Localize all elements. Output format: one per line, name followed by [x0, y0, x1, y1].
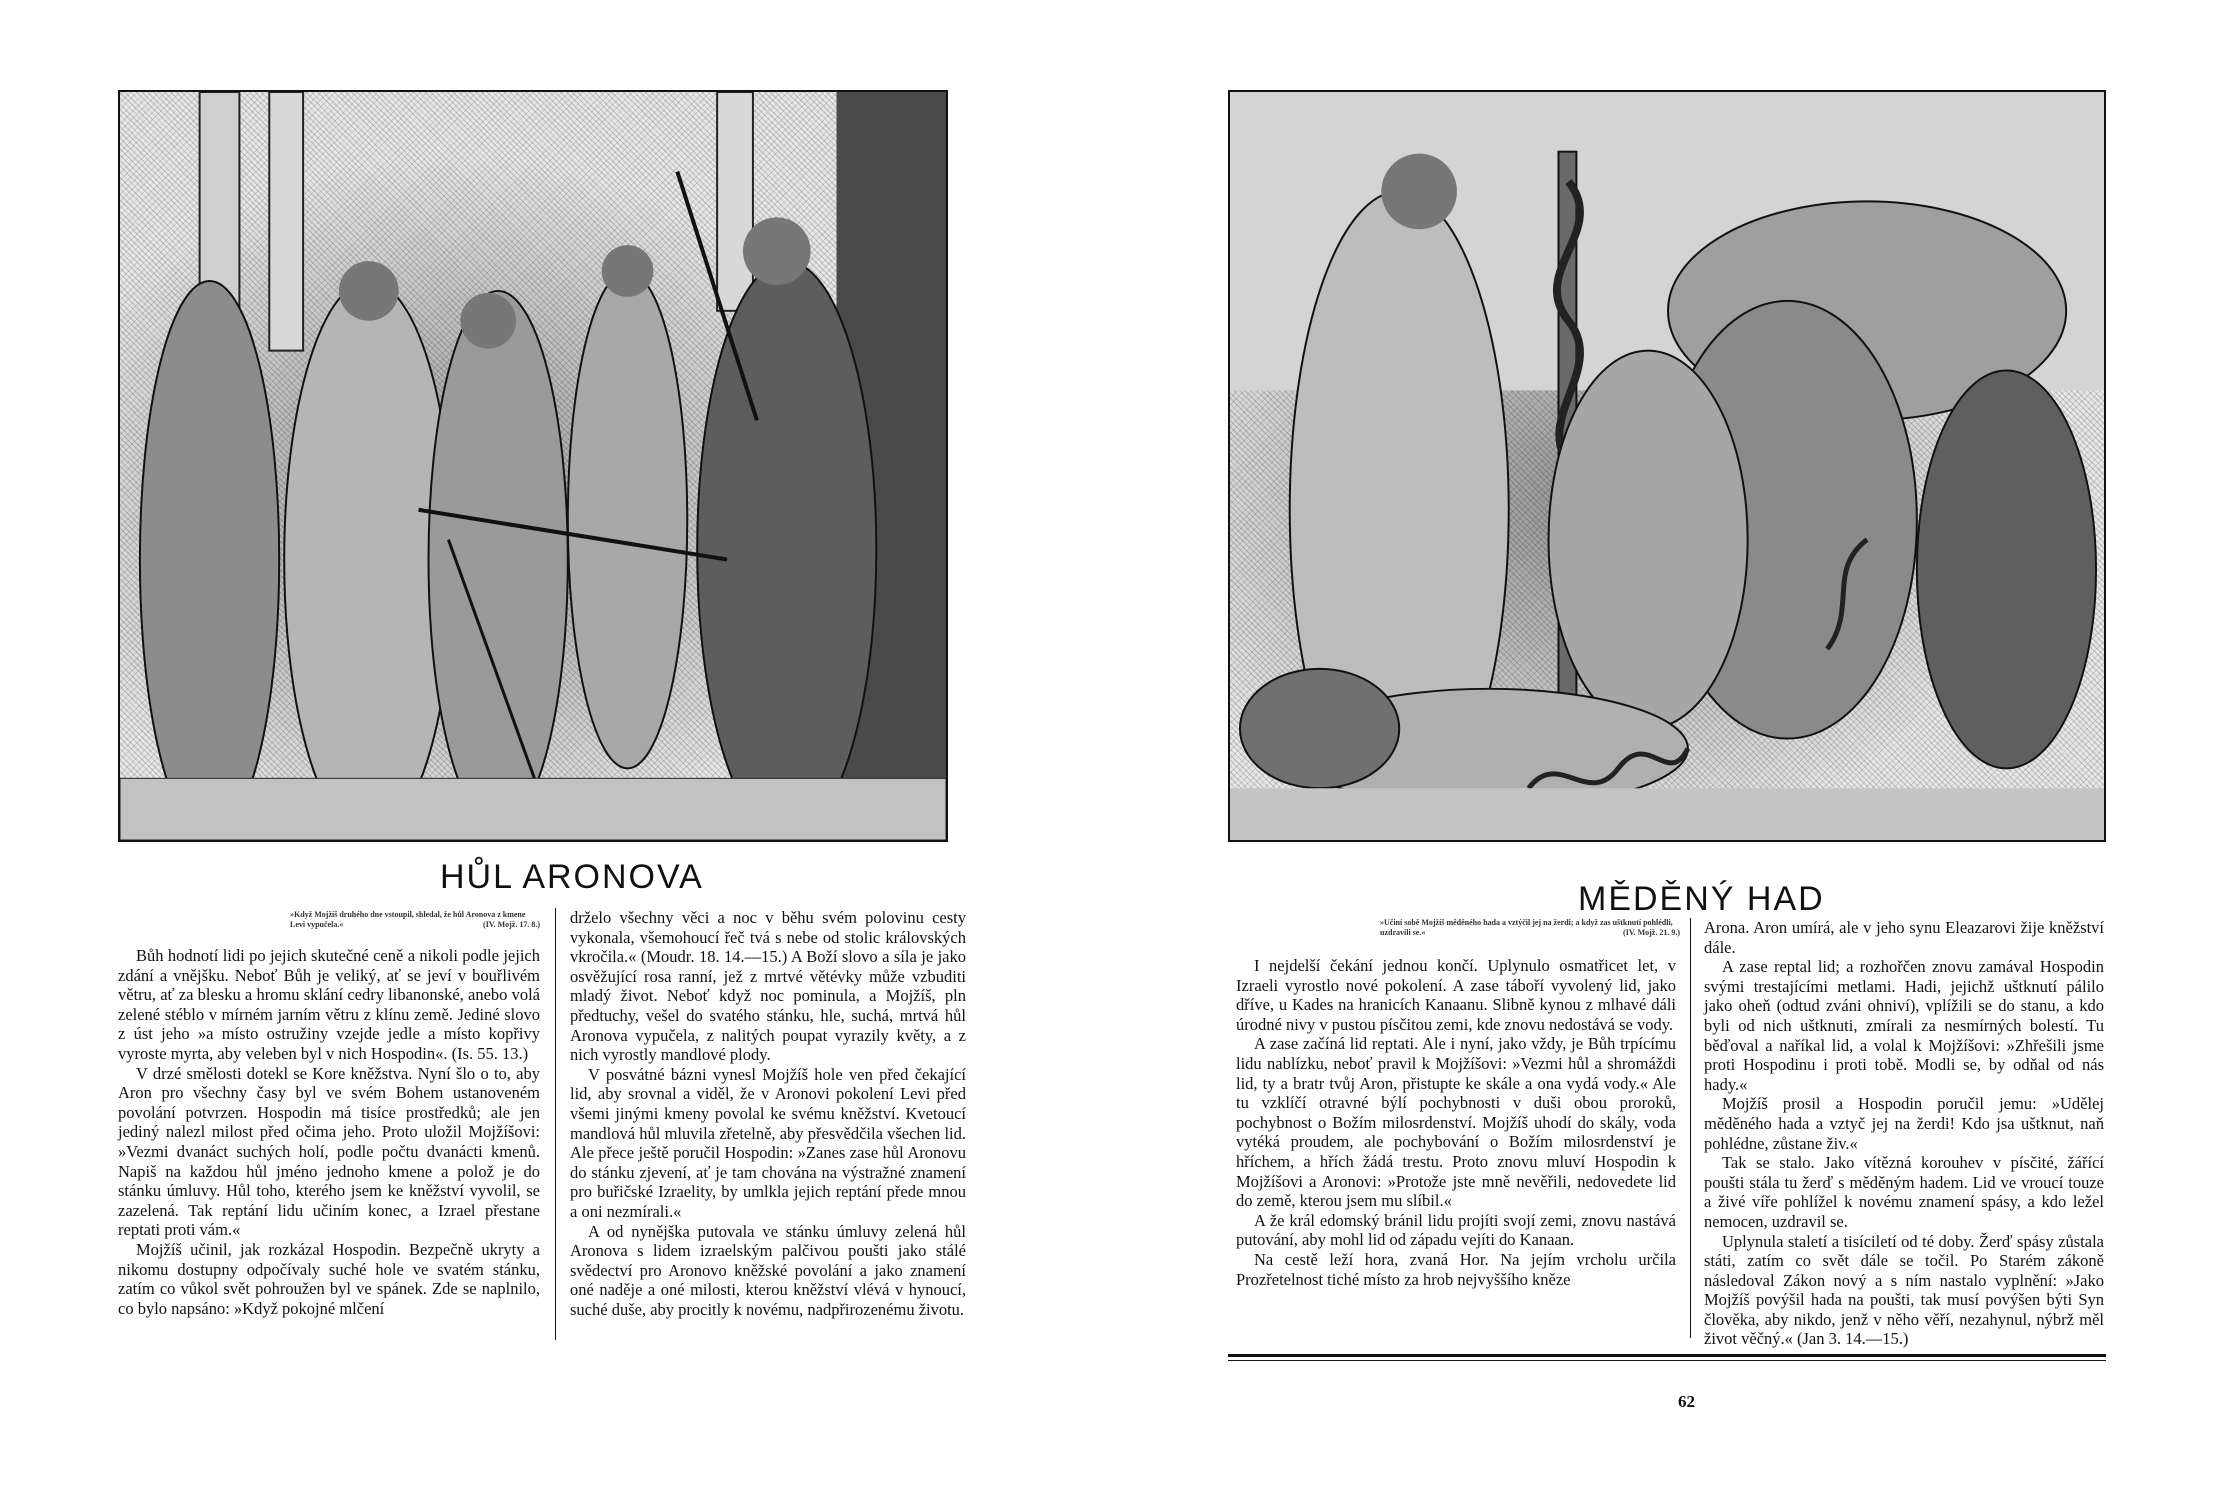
paragraph: A že král edomský bránil lidu projíti svojí zemi, znovu nastává putování, aby mohl lid od západu vejíti do Kanaan.	[1236, 1210, 1676, 1250]
paragraph: Mojžíš prosil a Hospodin poručil jemu: »Udělej měděného hada a vztyč jej na žerdi! Kdo jsa uštknut, naň pohlédne, zůstane živ.«	[1704, 1094, 2104, 1153]
page-number: 62	[1678, 1392, 1695, 1411]
bottom-rule-thin	[1228, 1360, 2106, 1361]
engraving-aaron-rod-drawing	[120, 92, 946, 840]
paragraph: V drzé smělosti dotekl se Kore kněžstva. Nyní šlo o to, aby Aron pro všechny časy byl ve svém Bohem ustanoveném povolání potvrzen. Hospodin má tisíce prostředků; ale jen jediný nalezl milost před očima jeho. Proto uložil Mojžíšovi: »Vezmi dvanáct suchých holí, podle počtu dvanácti kmenů. Napiš na každou hůl jméno jednoho kmene a polož je do stánku úmluvy. Hůl toho, kterého jsem ke kněžství vyvolil, se zazelená. Tak reptání lidu učiním konec, a Izrael přestane reptati proti vám.«	[118, 1063, 540, 1240]
paragraph: A zase začíná lid reptati. Ale i nyní, jako vždy, je Bůh trpícímu lidu nablízku, neboť pravil k Mojžíšovi: »Vezmi hůl a shromáždi lid, ty a bratr tvůj Aron, přistupte ke skále a ona vydá vody.« Ale tu vzklíčí otravné býlí pochybnosti v duši obou proroků, pochybnost o Božím milosrdenství. Mojžíš uhodí do skály, voda vytéká proudem, ale pochybování o Božím milosrdenství je hříchem, a hřích žádá trestu. Proto znovu mluví Hospodin k Mojžíšovi a Aronovi: »Protože jste mně nevěřili, nedovedete lid do země, kterou jsem mu slíbil.«	[1236, 1034, 1676, 1211]
caption-quote: »Když Mojžíš druhého dne vstoupil, shledal, že hůl Aronova z kmene Levi vypučela.«	[290, 910, 526, 929]
caption-reference: (IV. Mojž. 17. 8.)	[483, 920, 540, 929]
text-column-right-1	[1236, 956, 1676, 1289]
caption-quote: »Učiní sobě Mojžíš měděného hada a vztýčil jej na žerdi; a když zas uštknutí pohlédli, uzdravili se.«	[1380, 918, 1673, 937]
paragraph: I nejdelší čekání jednou končí. Uplynulo osmatřicet let, v Izraeli vyrostlo nové pokolení. A zase táboří vyvolený lid, jako dříve, u Kades na hranicích Kanaanu. Slibně kynou z mlhavé dáli úrodné nivy v pustou písčitou zemi, kde znovu nedostává se vody.	[1236, 956, 1676, 1034]
text-column-right-2	[1704, 918, 2104, 1349]
paragraph: Bůh hodnotí lidi po jejich skutečné ceně a nikoli podle jejich zdání a vnějšku. Neboť Bůh je veliký, ať se jeví v bouřlivém větru, ať za blesku a hromu sklání cedry libanonské, anebo volá zelené stéblo v mírném jarním větru z klínu země. Jediné slovo z úst jeho »a místo ostružiny vzejde jedle a místo kopřivy vyroste myrta, aby veleben byl v nich Hospodin«. (Is. 55. 13.)	[118, 946, 540, 1063]
page-title-right: MĚDĚNÝ HAD	[1578, 880, 1825, 918]
paragraph: Na cestě leží hora, zvaná Hor. Na jejím vrcholu určila Prozřetelnost tiché místo za hrob nejvyššího kněze	[1236, 1249, 1676, 1289]
paragraph: drželo všechny věci a noc v běhu svém polovinu cesty vykonala, všemohoucí řeč tvá s nebe od stolic královských vkročila.« (Moudr. 18. 14.—15.) A Boží slovo a síla je jako osvěžující rosa ranní, jež z mrtvé větévky může vzbuditi mladý život. Neboť když noc pominula, a Mojžíš, pln předtuchy, vešel do svatého stánku, hle, suchá, mrtvá hůl Aronova vypučela, z nalitých poupat vyrazily květy, a z nich vyrostly mandlové plody.	[570, 908, 966, 1065]
illustration-caption-right	[1380, 918, 1680, 938]
caption-reference: (IV. Mojž. 21. 9.)	[1623, 928, 1680, 937]
illustration-caption-left	[290, 910, 540, 930]
bottom-rule-thick	[1228, 1354, 2106, 1357]
paragraph: A od nynějška putovala ve stánku úmluvy zelená hůl Aronova s lidem izraelským palčivou poušti jako stálé svědectví pro Aronovo kněžské povolání a jako znamení oné naděje a oné milosti, kterou kněžství vlévá v hynoucí, suché duše, aby procitly k novému, nadpřirozenému životu.	[570, 1221, 966, 1319]
paragraph: Uplynula staletí a tisíciletí od té doby. Žerď spásy zůstala státi, zatím co svět dále se točil. Po Starém zákoně následoval Zákon nový a s ním nastalo vyplnění: »Jako Mojžíš povýšil hada na poušti, tak musí povýšen býti Syn člověka, aby nikdo, jenž v něho věří, nezahynul, nýbrž měl život věčný.« (Jan 3. 14.—15.)	[1704, 1231, 2104, 1349]
paragraph: Tak se stalo. Jako vítězná korouhev v písčité, žářící poušti stála tu žerď s měděným hadem. Lid ve vroucí touze a živé víře pohlížel k novému znamení spásy, a kdo ležel nemocen, uzdravil se.	[1704, 1153, 2104, 1231]
illustration-bronze-serpent	[1228, 90, 2106, 842]
column-divider-left	[555, 908, 556, 1340]
paragraph: Arona. Aron umírá, ale v jeho synu Eleazarovi žije kněžství dále.	[1704, 918, 2104, 957]
paragraph: V posvátné bázni vynesl Mojžíš hole ven před čekající lid, aby srovnal a viděl, že v Aronovi pokolení Levi před všemi jinými kmeny povolal ke svému kněžství. Kvetoucí mandlová hůl mluvila zřetelně, aby přesvědčila všechen lid. Ale přece ještě poručil Hospodin: »Zanes zase hůl Aronovu do stánku zjevení, ať je tam chována na výstražné znamení pro buřičské Izraelity, by umlkla jejich reptání přede mnou a oni nezmírali.«	[570, 1064, 966, 1221]
page-title-left: HŮL ARONOVA	[440, 858, 704, 896]
illustration-aarons-rod	[118, 90, 948, 842]
paragraph: A zase reptal lid; a rozhořčen znovu zamával Hospodin svými trestajícími metlami. Hadi, jejichž uštknutí pálilo jako oheň (odtud zváni ohniví), vplížili se do stanu, a kdo byli od nich uštknuti, zmírali za nesmírných bolestí. Tu běďoval a naříkal lid, a volal k Mojžíšovi: »Zhřešili jsme proti Hospodinu i proti tobě. Modli se, by odňal od nás hady.«	[1704, 957, 2104, 1094]
text-column-left-2	[570, 908, 966, 1319]
engraving-bronze-serpent-drawing	[1230, 92, 2104, 840]
paragraph: Mojžíš učinil, jak rozkázal Hospodin. Bezpečně ukryty a nikomu dostupny odpočívaly suché hole ve svatém stánku, zatím co vůkol svět pohroužen byl ve spánek. Zde se naplnilo, co bylo napsáno: »Když pokojné mlčení	[118, 1239, 540, 1318]
text-column-left-1	[118, 946, 540, 1318]
column-divider-right	[1690, 918, 1691, 1338]
